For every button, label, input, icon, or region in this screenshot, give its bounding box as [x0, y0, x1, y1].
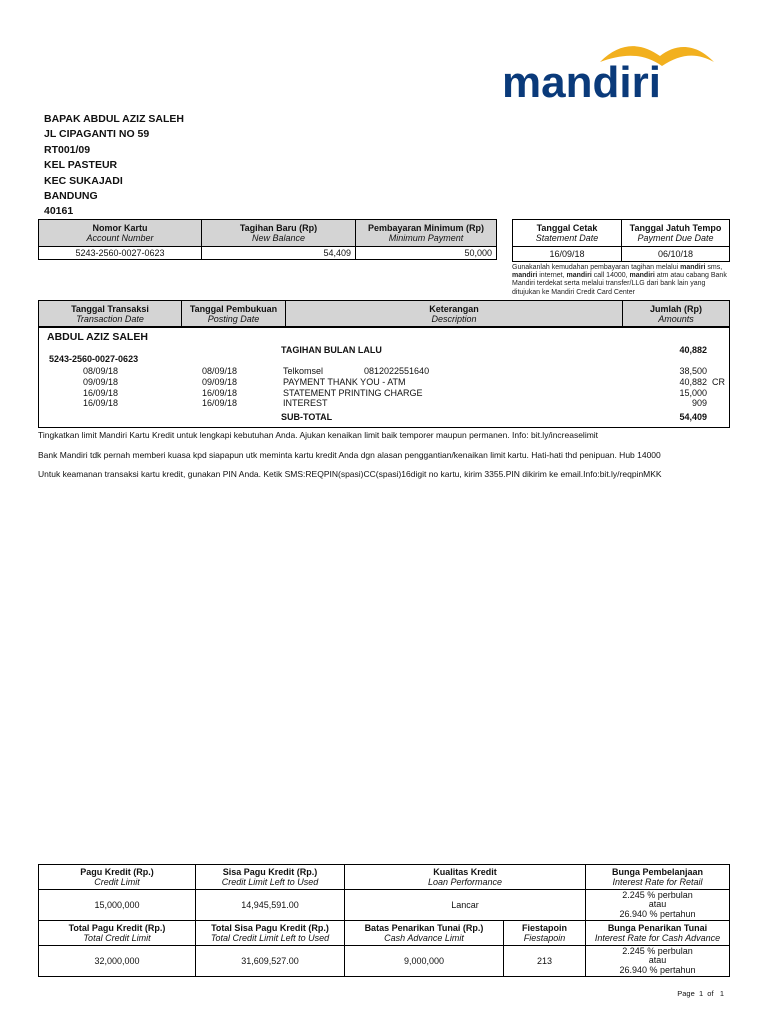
description-header: Keterangan Description	[286, 301, 623, 327]
description: INTEREST	[283, 398, 328, 408]
address-line: JL CIPAGANTI NO 59	[44, 128, 150, 141]
transaction-date: 16/09/18	[83, 388, 119, 398]
card-holder-name: ABDUL AZIZ SALEH	[47, 331, 148, 343]
address-line: KEC SUKAJADI	[44, 174, 123, 187]
minimum-payment-header: Pembayaran Minimum (Rp) Minimum Payment	[356, 220, 497, 247]
address-line: KEL PASTEUR	[44, 159, 118, 172]
retail-rate-value: 2.245 % perbulan atau 26.940 % pertahun	[586, 890, 730, 921]
cash-advance-rate-value: 2.245 % perbulan atau 26.940 % pertahun	[586, 946, 730, 977]
minimum-payment-value: 50,000	[356, 247, 497, 260]
account-summary-table	[38, 219, 497, 260]
loan-performance-header: Kualitas Kredit Loan Performance	[345, 865, 586, 890]
amount: 909	[691, 398, 707, 408]
subtotal-amount: 54,409	[679, 412, 707, 422]
credit-flag: CR	[712, 377, 725, 387]
credit-left-value: 14,945,591.00	[196, 890, 345, 921]
statement-date-header: Tanggal Cetak Statement Date	[513, 220, 622, 247]
page-number: Page 1 of 1	[677, 989, 724, 998]
address-line: RT001/09	[44, 143, 91, 156]
retail-rate-header: Bunga Pembelanjaan Interest Rate for Retail	[586, 865, 730, 890]
payment-channels-note: Gunakanlah kemudahan pembayaran tagihan melalui mandiri sms, mandiri internet, mandiri call 14000, mandiri atm atau cabang Bank Mandiri terdekat serta melalui transfer/LLG dari bank lain yang ditujukan ke Mandiri Credit Card Center	[512, 264, 727, 296]
previous-balance-label: TAGIHAN BULAN LALU	[281, 345, 382, 355]
credit-limit-value: 15,000,000	[39, 890, 196, 921]
account-number-value: 5243-2560-0027-0623	[39, 247, 202, 260]
statement-date-value: 16/09/18	[513, 247, 622, 262]
pin-security-note: Untuk keamanan transaksi kartu kredit, gunakan PIN Anda. Ketik SMS:REQPIN(spasi)CC(spasi)16digit no kartu, kirim 3355.PIN dikirim ke email.Info:bit.ly/reqpinMKK	[38, 469, 662, 479]
reference: 0812022551640	[364, 366, 430, 376]
fiestapoin-value: 213	[504, 946, 586, 977]
description: STATEMENT PRINTING CHARGE	[283, 388, 423, 398]
credit-limit-header: Pagu Kredit (Rp.) Credit Limit	[39, 865, 196, 890]
total-credit-left-header: Total Sisa Pagu Kredit (Rp.) Total Credit Limit Left to Used	[196, 921, 345, 946]
due-date-value: 06/10/18	[622, 247, 730, 262]
fraud-warning-note: Bank Mandiri tdk pernah memberi kuasa kpd siapapun utk meminta kartu kredit Anda dgn alasan penggantian/kenaikan limit kartu. Hati-hati thd penipuan. Hub 14000	[38, 450, 661, 460]
transactions-header	[38, 300, 730, 327]
transaction-date: 08/09/18	[83, 366, 119, 376]
mandiri-wordmark: mandiri	[502, 58, 661, 107]
mandiri-logo	[500, 36, 720, 112]
cash-advance-limit-header: Batas Penarikan Tunai (Rp.) Cash Advance Limit	[345, 921, 504, 946]
posting-date: 16/09/18	[202, 388, 238, 398]
total-credit-limit-value: 32,000,000	[39, 946, 196, 977]
amount: 38,500	[679, 366, 707, 376]
description: PAYMENT THANK YOU - ATM	[283, 377, 406, 387]
credit-summary-table	[38, 864, 730, 977]
limit-increase-note: Tingkatkan limit Mandiri Kartu Kredit untuk lengkapi kebutuhan Anda. Ajukan kenaikan limit baik temporer maupun permanen. Info: bit.ly/increaselimit	[38, 430, 599, 440]
statement-dates-table	[512, 219, 730, 262]
subtotal-label: SUB-TOTAL	[281, 412, 333, 422]
credit-left-header: Sisa Pagu Kredit (Rp.) Credit Limit Left to Used	[196, 865, 345, 890]
new-balance-header: Tagihan Baru (Rp) New Balance	[202, 220, 356, 247]
description: Telkomsel	[283, 366, 324, 376]
due-date-header: Tanggal Jatuh Tempo Payment Due Date	[622, 220, 730, 247]
card-number: 5243-2560-0027-0623	[49, 354, 139, 364]
cash-advance-rate-header: Bunga Penarikan Tunai Interest Rate for Cash Advance	[586, 921, 730, 946]
total-credit-limit-header: Total Pagu Kredit (Rp.) Total Credit Limit	[39, 921, 196, 946]
address-line: BANDUNG	[44, 190, 98, 203]
transaction-date: 16/09/18	[83, 398, 119, 408]
new-balance-value: 54,409	[202, 247, 356, 260]
posting-date: 16/09/18	[202, 398, 238, 408]
posting-date-header: Tanggal Pembukuan Posting Date	[182, 301, 286, 327]
address-line: BAPAK ABDUL AZIZ SALEH	[44, 113, 184, 125]
amount: 15,000	[679, 388, 707, 398]
customer-address	[44, 112, 184, 220]
transactions-body	[38, 327, 730, 428]
account-number-header: Nomor Kartu Account Number	[39, 220, 202, 247]
total-credit-left-value: 31,609,527.00	[196, 946, 345, 977]
transaction-date: 09/09/18	[83, 377, 119, 387]
cash-advance-limit-value: 9,000,000	[345, 946, 504, 977]
address-line: 40161	[44, 205, 74, 218]
previous-balance-amount: 40,882	[679, 345, 707, 355]
fiestapoin-header: Fiestapoin Fiestapoin	[504, 921, 586, 946]
loan-performance-value: Lancar	[345, 890, 586, 921]
posting-date: 09/09/18	[202, 377, 238, 387]
transaction-date-header: Tanggal Transaksi Transaction Date	[39, 301, 182, 327]
amount-header: Jumlah (Rp) Amounts	[623, 301, 730, 327]
posting-date: 08/09/18	[202, 366, 238, 376]
amount: 40,882	[679, 377, 707, 387]
